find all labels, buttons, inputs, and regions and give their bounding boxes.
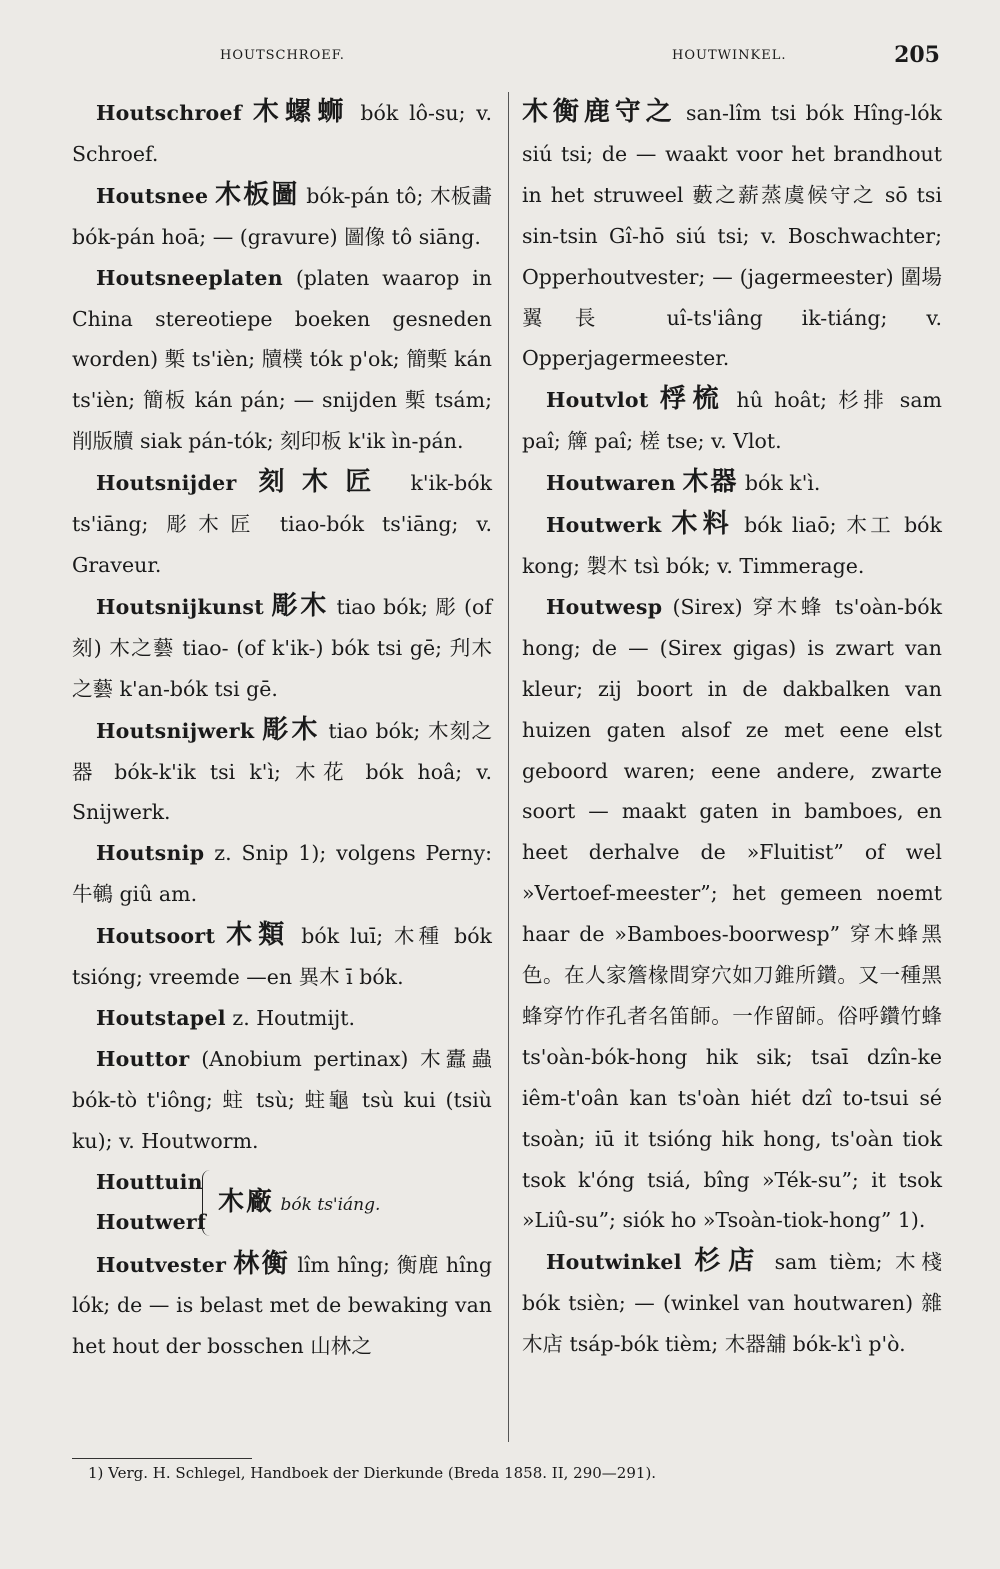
entry-houtsnijkunst: Houtsnijkunst 彫木 tiao bók; 彫 (of 刻) 木之藝 tiao- (of k'ik-) bók tsi gē; 刋木之藝 k'an-bók tsi gē. [72,590,492,701]
footnote: 1) Verg. H. Schlegel, Handboek der Dierkunde (Breda 1858. II, 290—291). [88,1464,657,1482]
entry-houtvlot: Houtvlot 桴梳 hû hoât; 杉排 sam paî; 簰 paî; 槎 tse; v. Vlot. [522,384,942,454]
entry-houtschroef: Houtschroef 木螺蛳 bók lô-su; v. Schroef. [72,97,492,166]
right-column [522,92,942,1365]
entry-houtsoort: Houtsoort 木類 bók luī; 木種 bók tsióng; vreemde —en 異木 ī bók. [72,920,492,990]
entry-houtsnee: Houtsnee 木板圖 bók-pán tô; 木板畵 bók-pán hoā; — (gravure) 圖像 tô siāng. [72,179,492,249]
entry-houtwinkel: Houtwinkel 杉店 sam tièm; 木棧 bók tsièn; — (winkel van houtwaren) 雜木店 tsáp-bók tièm; 木器舖 bók-k'ì p'ò. [522,1246,942,1357]
entry-houtsnip: Houtsnip z. Snip 1); volgens Perny: 牛鵪 giû am. [72,841,492,907]
entry-houtsnijder: Houtsnijder 刻木匠 k'ik-bók ts'iāng; 彫木匠 tiao-bók ts'iāng; v. Graveur. [72,467,492,577]
brace-mark [202,1170,211,1236]
entry-houttor: Houttor (Anobium pertinax) 木蠹蟲 bók-tò t'iông; 蛀 tsù; 蛀龜 tsù kui (tsiù ku); v. Houtworm. [72,1046,492,1153]
running-head-right: HOUTWINKEL. [672,48,787,63]
entry-houtwaren: Houtwaren 木器 bók k'ì. [546,467,821,498]
shared-definition: 木廠 bók ts'iáng. [218,1186,381,1217]
entry-houtvester-continued: 木衡鹿守之 san-lîm tsi bók Hîng-lók siú tsi; de — waakt voor het brandhout in het struweel 藪之薪蒸虞候守之 sō tsi sin-tsin Gî-hō siú tsi; v. Boschwachter; Opperhoutvester; — (jagermeester) 圍場翼長 uî-ts'iâng ik-tiáng; v. Opperjagermeester. [522,97,942,371]
footnote-rule [72,1458,252,1459]
column-divider [508,92,509,1442]
entry-houtsneeplaten: Houtsneeplaten (platen waarop in China stereotiepe boeken gesneden worden) 槧 ts'ièn; 牘樸 tók p'ok; 簡槧 kán ts'ièn; 簡板 kán pán; — snijden 槧 tsám; 削版牘 siak pán-tók; 刻印板 k'ik ìn-pán. [72,265,492,454]
entry-houttuin-houtwerf [72,1162,492,1244]
running-head-left: HOUTSCHROEF. [220,48,345,63]
entry-houtvester: Houtvester 林衡 lîm hîng; 衡鹿 hîng lók; de — is belast met de bewaking van het hout der bosschen 山林之 [72,1248,492,1359]
entry-houtwerk: Houtwerk 木料 bók liaō; 木工 bók kong; 製木 tsì bók; v. Timmerage. [522,509,942,578]
headword-houttuin: Houttuin [96,1169,203,1194]
entry-houtsnijwerk: Houtsnijwerk 彫木 tiao bók; 木刻之器 bók-k'ik tsi k'ì; 木花 bók hoâ; v. Snijwerk. [72,714,492,825]
entry-houtwesp: Houtwesp (Sirex) 穿木蜂 ts'oàn-bók hong; de — (Sirex gigas) is zwart van kleur; zij boort in de dakbalken van huizen gaten alsof ze met eene elst geboord waren; eene andere, zwarte soort — maakt gaten in bamboes, en heet derhalve de »Fluitist” of wel »Vertoef-meester”; het gemeen noemt haar de »Bamboes-boorwesp” 穿木蜂黑色。在人家簷椽間穿穴如刀錐所鑽。又一種黑蜂穿竹作孔者名笛師。一作留師。俗呼鑽竹蜂 ts'oàn-bók-hong hik sik; tsaī dzîn-ke iêm-t'oân kan ts'oàn hiét dzî to-tsui sé tsoàn; iū it tsióng hik hong, ts'oàn tiok tsok k'óng tsiá, bîng »Ték-su”; it tsok »Liû-su”; siók ho »Tsoàn-tiok-hong” 1). [522,594,942,1233]
headword-houtwerf: Houtwerf [96,1209,207,1234]
page-number: 205 [894,42,940,68]
entry-houtstapel: Houtstapel z. Houtmijt. [96,1005,356,1030]
left-column [72,92,492,1367]
